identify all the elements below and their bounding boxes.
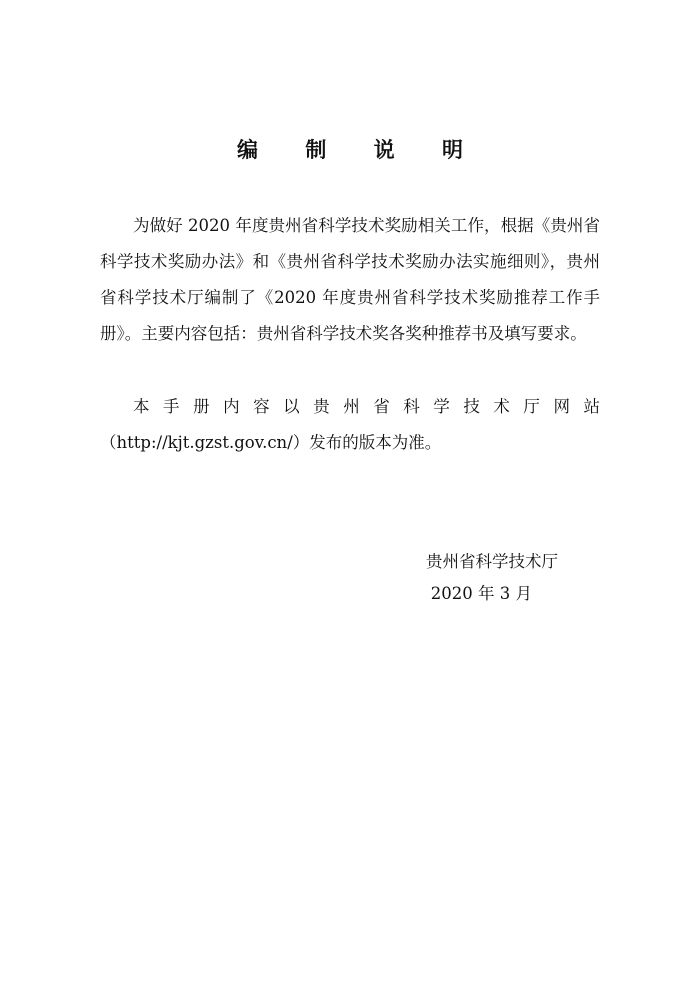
paragraph-website-note-line-1: 本手册内容以贵州省科学技术厅网站 <box>133 397 600 416</box>
paragraph-intro: 为做好 2020 年度贵州省科学技术奖励相关工作，根据《贵州省科学技术奖励办法》和《贵州省科学技术奖励办法实施细则》，贵州省科学技术厅编制了《2020 年度贵州省科学技术奖励推荐工作手册》。主要内容包括：贵州省科学技术奖各奖种推荐书及填写要求。 <box>100 216 600 343</box>
signature-organization: 贵州省科学技术厅 <box>426 552 558 571</box>
paragraph-website-note <box>100 389 600 461</box>
paragraph-website-note-line-2: （http://kjt.gzst.gov.cn/）发布的版本为准。 <box>100 433 442 452</box>
document-title: 编 制 说 明 <box>237 138 483 162</box>
signature-date: 2020 年 3 月 <box>430 584 532 603</box>
